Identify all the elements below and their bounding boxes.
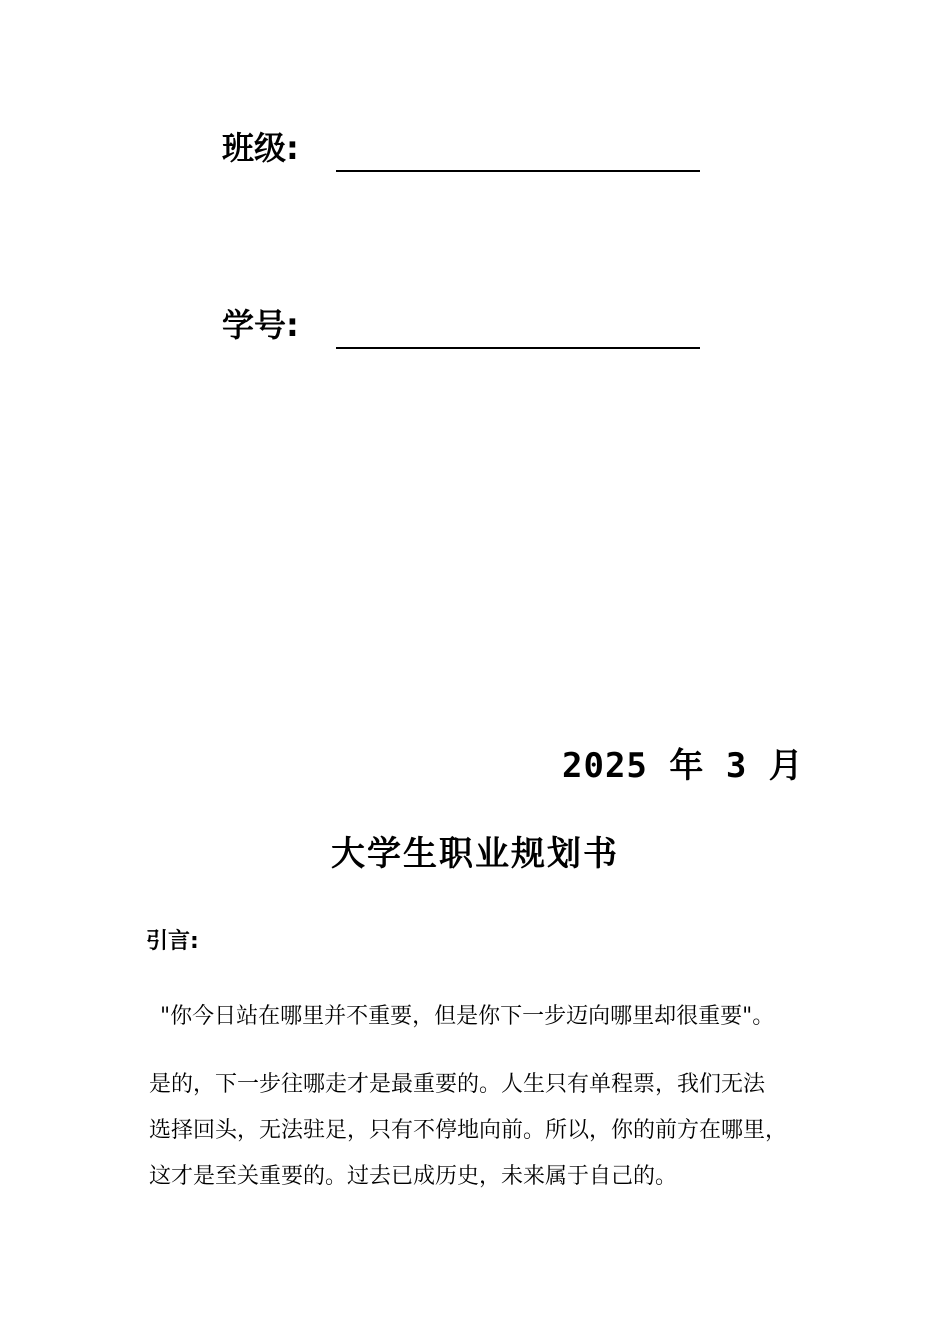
- class-blank-line: [336, 170, 700, 172]
- intro-heading: 引言:: [146, 929, 199, 954]
- intro-quote: "你今日站在哪里并不重要，但是你下一步迈向哪里却很重要"。: [160, 1004, 775, 1029]
- cover-date: 2025 年 3 月: [562, 746, 804, 786]
- student-id-label: 学号:: [222, 306, 299, 344]
- class-field: [222, 128, 702, 176]
- document-title: 大学生职业规划书: [331, 834, 619, 874]
- student-id-blank-line: [336, 347, 700, 349]
- student-id-field: [222, 305, 702, 353]
- paragraph-line: 选择回头，无法驻足，只有不停地向前。所以，你的前方在哪里，: [149, 1118, 788, 1143]
- class-label: 班级:: [222, 129, 299, 167]
- paragraph-line: 是的，下一步往哪走才是最重要的。人生只有单程票，我们无法: [149, 1072, 766, 1097]
- paragraph-line: 这才是至关重要的。过去已成历史，未来属于自己的。: [149, 1164, 678, 1189]
- intro-paragraph: [149, 1062, 849, 1200]
